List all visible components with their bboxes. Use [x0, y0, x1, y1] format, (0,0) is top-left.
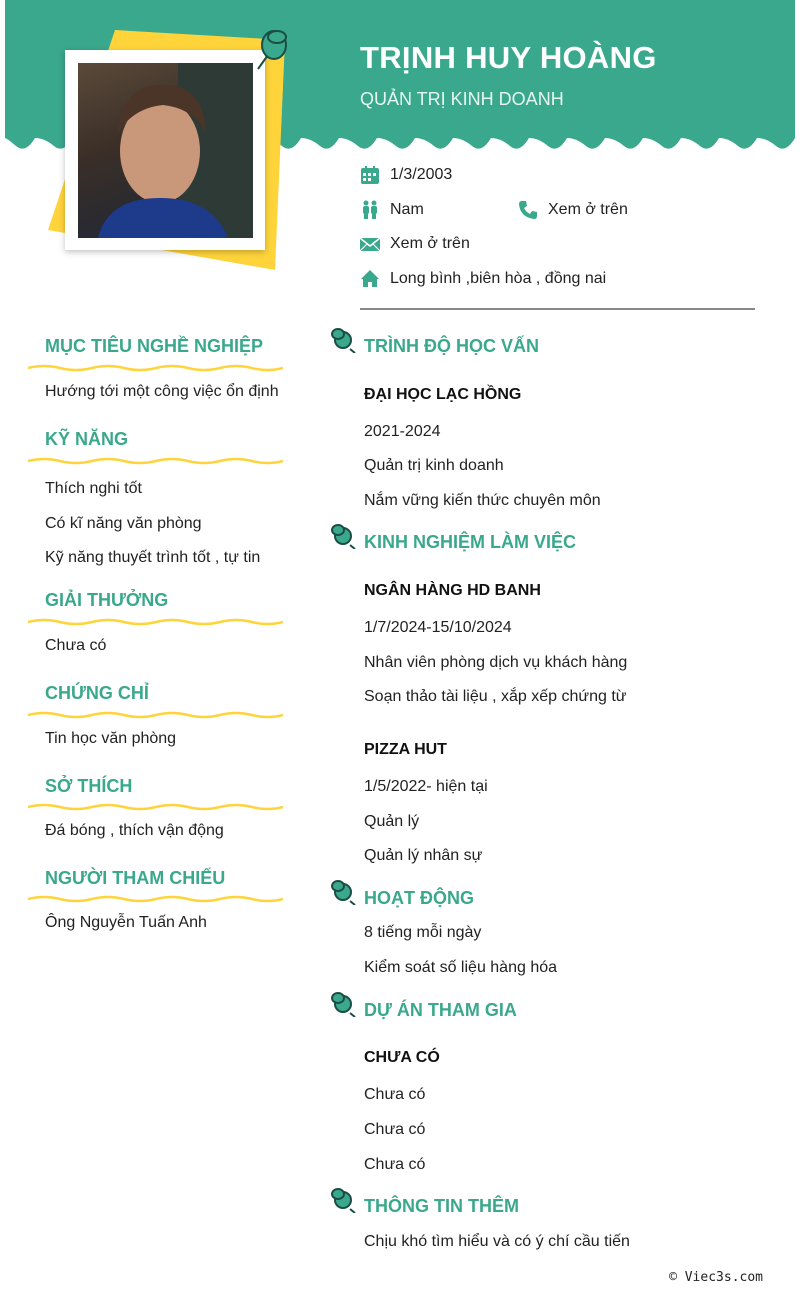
activity-item: Kiểm soát số liệu hàng hóa	[364, 959, 558, 976]
job-company: PIZZA HUT	[364, 741, 447, 758]
project-name: CHƯA CÓ	[364, 1049, 440, 1066]
heading-underline	[28, 616, 283, 628]
avatar	[78, 63, 253, 238]
additional-heading: THÔNG TIN THÊM	[364, 1196, 519, 1216]
skill-item: Thích nghi tốt	[45, 480, 142, 497]
mail-icon	[360, 234, 380, 254]
phone-value: Xem ở trên	[548, 201, 628, 218]
education-desc: Nắm vững kiến thức chuyên môn	[364, 492, 601, 509]
certificate-item: Tin học văn phòng	[45, 730, 177, 747]
heading-underline	[28, 709, 283, 721]
job-period: 1/5/2022- hiện tại	[364, 778, 488, 795]
references-heading: NGƯỜI THAM CHIẾU	[45, 868, 226, 888]
education-major: Quản trị kinh doanh	[364, 457, 504, 474]
pushpin-icon	[330, 879, 356, 905]
contact-divider	[360, 308, 755, 310]
heading-underline	[28, 893, 283, 905]
project-item: Chưa có	[364, 1156, 426, 1173]
address-row	[360, 269, 606, 289]
job-position: Quản lý	[364, 813, 420, 830]
activity-item: 8 tiếng mỗi ngày	[364, 924, 482, 941]
additional-item: Chịu khó tìm hiểu và có ý chí cầu tiến	[364, 1233, 630, 1250]
hobby-item: Đá bóng , thích vận động	[45, 822, 224, 839]
heading-underline	[28, 362, 283, 374]
activities-heading: HOẠT ĐỘNG	[364, 888, 474, 908]
footer-credit: © Viec3s.com	[669, 1270, 763, 1285]
candidate-name: TRỊNH HUY HOÀNG	[360, 40, 657, 75]
phone-row	[518, 200, 628, 220]
education-period: 2021-2024	[364, 423, 441, 440]
home-icon	[360, 269, 380, 289]
gender-row	[360, 200, 424, 220]
pushpin-icon	[330, 991, 356, 1017]
reference-item: Ông Nguyễn Tuấn Anh	[45, 914, 207, 931]
address-value: Long bình ,biên hòa , đồng nai	[390, 270, 607, 287]
award-item: Chưa có	[45, 637, 107, 654]
heading-underline	[28, 801, 283, 813]
phone-icon	[518, 200, 538, 220]
pushpin-icon	[330, 327, 356, 353]
awards-heading: GIẢI THƯỞNG	[45, 590, 169, 610]
job-desc: Soạn thảo tài liệu , xắp xếp chứng từ	[364, 688, 627, 705]
job-desc: Quản lý nhân sự	[364, 847, 483, 864]
hobbies-heading: SỞ THÍCH	[45, 776, 133, 796]
job-company: NGÂN HÀNG HD BANH	[364, 582, 541, 599]
job-position: Nhân viên phòng dịch vụ khách hàng	[364, 654, 628, 671]
project-item: Chưa có	[364, 1121, 426, 1138]
candidate-role: QUẢN TRỊ KINH DOANH	[360, 89, 564, 109]
email-row	[360, 234, 470, 254]
pushpin-icon	[250, 25, 290, 73]
pushpin-icon	[330, 1187, 356, 1213]
project-item: Chưa có	[364, 1086, 426, 1103]
calendar-icon	[360, 165, 380, 185]
skill-item: Kỹ năng thuyết trình tốt , tự tin	[45, 549, 261, 566]
projects-heading: DỰ ÁN THAM GIA	[364, 1000, 517, 1020]
email-value: Xem ở trên	[390, 235, 470, 252]
gender-icon	[360, 200, 380, 220]
certificates-heading: CHỨNG CHỈ	[45, 683, 149, 703]
education-heading: TRÌNH ĐỘ HỌC VẤN	[364, 336, 539, 356]
birthday-row	[360, 165, 452, 185]
job-period: 1/7/2024-15/10/2024	[364, 619, 512, 636]
skill-item: Có kĩ năng văn phòng	[45, 515, 202, 532]
birthday-value: 1/3/2003	[390, 166, 453, 183]
gender-value: Nam	[390, 201, 424, 218]
school-name: ĐẠI HỌC LẠC HỒNG	[364, 386, 522, 403]
skills-heading: KỸ NĂNG	[45, 429, 129, 449]
pushpin-icon	[330, 523, 356, 549]
objective-heading: MỤC TIÊU NGHỀ NGHIỆP	[45, 336, 264, 356]
heading-underline	[28, 455, 283, 467]
objective-text: Hướng tới một công việc ổn định	[45, 383, 279, 400]
experience-heading: KINH NGHIỆM LÀM VIỆC	[364, 532, 577, 552]
